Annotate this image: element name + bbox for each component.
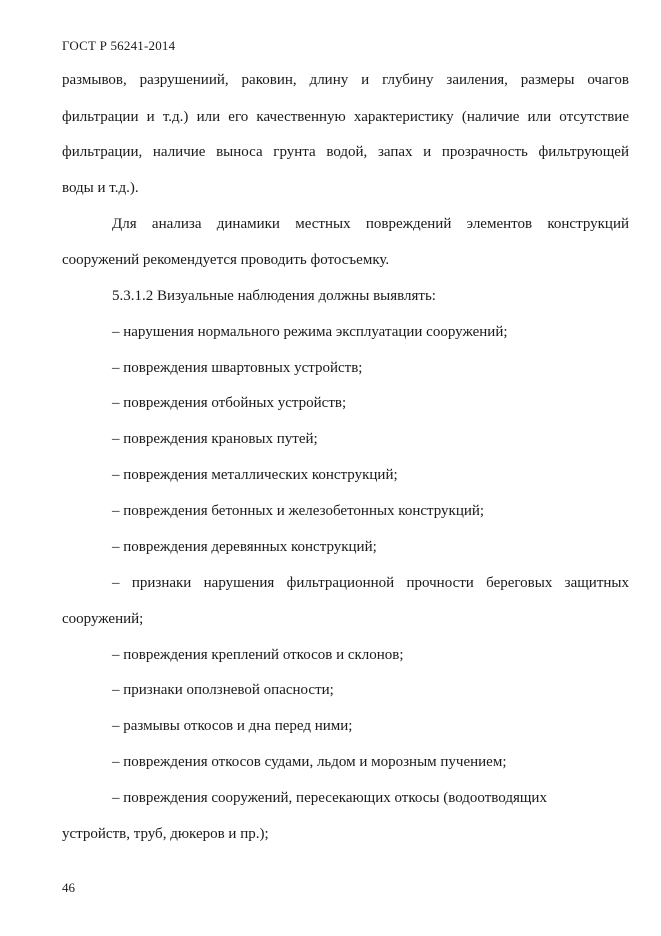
list-item: – признаки нарушения фильтрационной прочности береговых защитных [112,575,629,591]
paragraph1-line2: фильтрации и т.д.) или его качественную характеристику (наличие или отсутствие [62,109,629,125]
page-number: 46 [62,880,75,895]
list-item: – повреждения откосов судами, льдом и морозным пучением; [112,754,507,770]
paragraph2-line2: сооружений рекомендуется проводить фотосъемку. [62,252,390,268]
list-item: – повреждения деревянных конструкций; [112,539,377,555]
list-item: – нарушения нормального режима эксплуатации сооружений; [112,324,508,340]
list-item: – размывы откосов и дна перед ними; [112,718,353,734]
list-item-continuation: устройств, труб, дюкеров и пр.); [62,826,269,842]
list-item: – повреждения сооружений, пересекающих откосы (водоотводящих [112,790,547,806]
paragraph1-line4: воды и т.д.). [62,180,139,196]
document-header: ГОСТ Р 56241-2014 [62,38,176,53]
paragraph1-line3: фильтрации, наличие выноса грунта водой, запах и прозрачность фильтрующей [62,144,629,160]
list-item: – повреждения креплений откосов и склонов; [112,647,404,663]
list-item: – повреждения отбойных устройств; [112,395,347,411]
paragraph2-line1: Для анализа динамики местных повреждений элементов конструкций [112,216,629,232]
list-item: – признаки оползневой опасности; [112,682,334,698]
list-item-continuation: сооружений; [62,611,144,627]
section-heading: 5.3.1.2 Визуальные наблюдения должны выявлять: [112,288,436,304]
list-item: – повреждения бетонных и железобетонных конструкций; [112,503,485,519]
list-item: – повреждения крановых путей; [112,431,318,447]
paragraph1-line1: размывов, разрушениий, раковин, длину и глубину заиления, размеры очагов [62,72,629,88]
list-item: – повреждения швартовных устройств; [112,360,363,376]
list-item: – повреждения металлических конструкций; [112,467,398,483]
